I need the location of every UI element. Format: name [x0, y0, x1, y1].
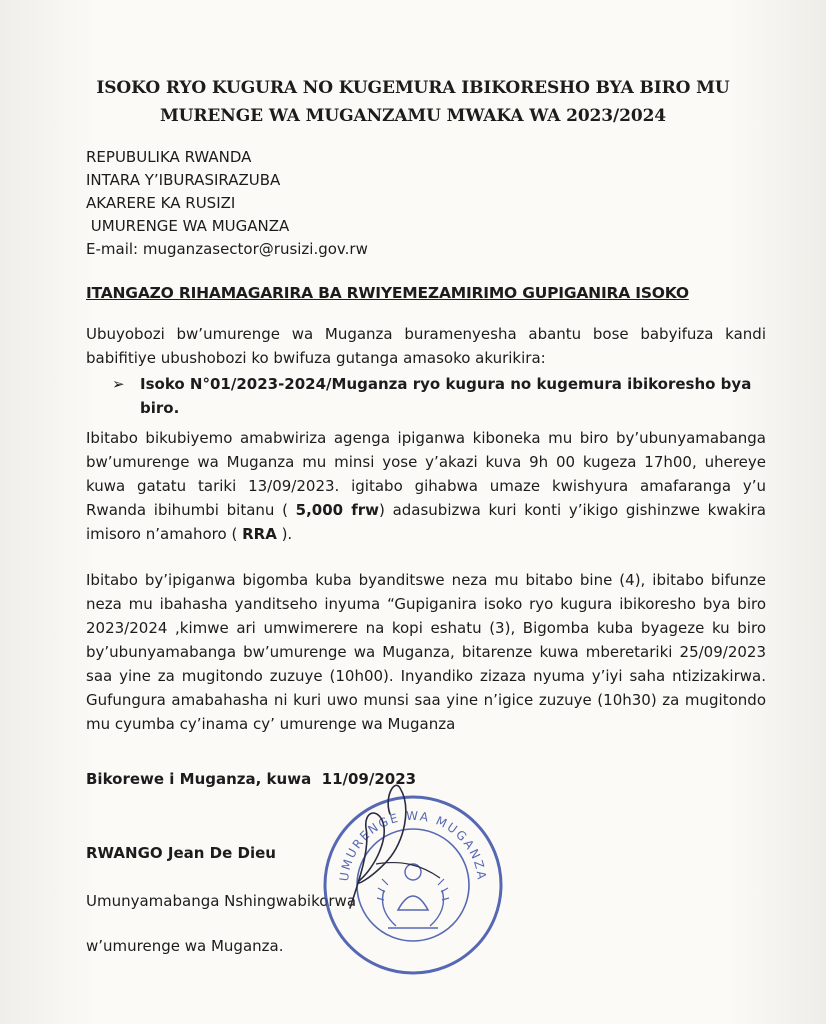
signatory-role: Umunyamabanga Nshingwabikorwa	[86, 892, 357, 910]
intro-paragraph: Ubuyobozi bw’umurenge wa Muganza buramenyesha abantu bose babyifuza kandi babifitiye ubushobozi ko bwifuza gutanga amasoko akurikira:	[86, 325, 766, 367]
fee-amount: 5,000 frw	[295, 501, 380, 519]
documents-paragraph	[86, 426, 766, 546]
title-line-2: MURENGE WA MUGANZAMU MWAKA WA 2023/2024	[159, 106, 667, 126]
arrow-bullet-icon: ➢	[112, 375, 125, 393]
sender-address	[86, 146, 368, 261]
address-country: REPUBULIKA RWANDA	[86, 148, 252, 166]
title-line-1: ISOKO RYO KUGURA NO KUGEMURA IBIKORESHO BYA BIRO MU	[96, 78, 730, 98]
address-province: INTARA Y’IBURASIRAZUBA	[86, 171, 281, 189]
document-title	[60, 74, 766, 130]
tender-item-text: Isoko N°01/2023-2024/Muganza ryo kugura no kugemura ibikoresho bya biro.	[140, 375, 752, 417]
announcement-heading: ITANGAZO RIHAMAGARIRA BA RWIYEMEZAMIRIMO GUPIGANIRA ISOKO	[86, 284, 689, 302]
submission-paragraph: Ibitabo by’ipiganwa bigomba kuba byanditswe neza mu bitabo bine (4), ibitabo bifunze neza mu ibahasha yanditseho inyuma “Gupiganira isoko ryo kugura ibikoresho bya biro 2023/2024 ,kimwe ari umwimerere na kopi eshatu (3), Bigomba kuba byageze ku biro by’ubunyamabanga bw’umurenge wa Muganza, bitarenze kuwa mberetariki 25/09/2023 saa yine za mugitondo zuzuye (10h00). Inyandiko zizaza nyuma y’iyi saha ntizizakirwa. Gufungura amabahasha ni kuri uwo munsi saa yine n’igice zuzuye (10h30) za mugitondo mu cyumba cy’inama cy’ umurenge wa Muganza	[86, 571, 766, 733]
address-district: AKARERE KA RUSIZI	[86, 194, 236, 212]
tender-list-item	[112, 372, 766, 420]
address-email: E-mail: muganzasector@rusizi.gov.rw	[86, 240, 368, 258]
signatory-name: RWANGO Jean De Dieu	[86, 844, 276, 862]
handwritten-signature	[330, 768, 460, 918]
documents-text-3: ).	[276, 525, 293, 543]
rra-label: RRA	[242, 525, 277, 543]
documents-text-1: Ibitabo bikubiyemo amabwiriza agenga ipiganwa kiboneka mu biro by’ubunyamabanga bw’umurenge wa Muganza mu minsi yose y’akazi kuva 9h 00 kugeza 17h00, uhereye kuwa gatatu tariki 13/09/2023. igitabo gihabwa umaze kwishyura amafaranga y’u Rwanda ibihumbi bitanu (	[86, 429, 766, 519]
signatory-organization: w’umurenge wa Muganza.	[86, 937, 284, 955]
place-and-date: Bikorewe i Muganza, kuwa 11/09/2023	[86, 770, 417, 788]
stamp-ring-text: UMURENGE WA MUGANZA	[336, 808, 490, 883]
address-sector: UMURENGE WA MUGANZA	[86, 217, 290, 235]
documents-text-2: ) adasubizwa kuri konti y’ikigo gishinzwe kwakira imisoro n’amahoro (	[86, 501, 766, 543]
